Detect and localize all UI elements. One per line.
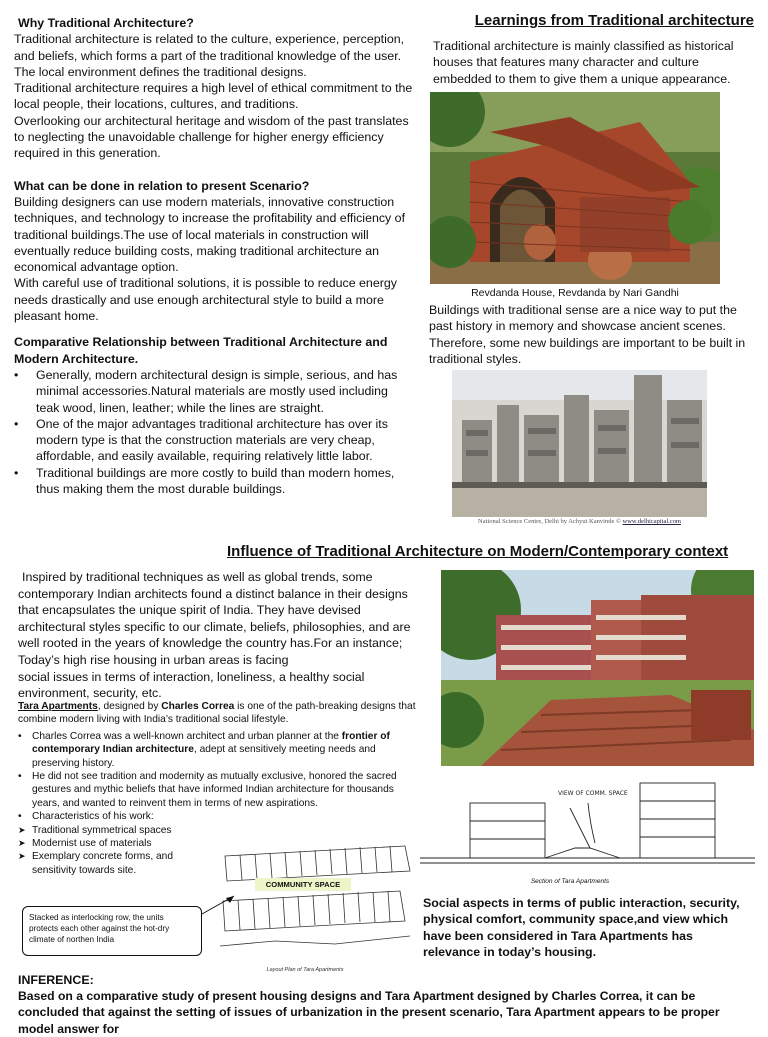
why-line-1: Traditional architecture is related to the culture, experience, perception, and beliefs, which forms a part of the traditional knowledge of the user. xyxy=(14,32,405,63)
revdanda-caption: Revdanda House, Revdanda by Nari Gandhi xyxy=(471,287,679,299)
delhicapital-link[interactable]: www.delhicapital.com xyxy=(622,518,681,525)
why-line-4: Overlooking our architectural heritage and wisdom of the past translates to neglecting the unavoidable challenge for higher energy efficiency required in this generation. xyxy=(14,113,409,161)
tara-bullet-1-pre: Charles Correa was a well-known architect and urban planner at the xyxy=(32,730,342,742)
compare-list xyxy=(14,367,414,497)
inference-text: Based on a comparative study of present housing designs and Tara Apartment designed by Charles Correa, it can be concluded that against the setting of issues of urbanization in the present scenario, Tara Apartment appears to be proper model answer for xyxy=(18,989,720,1036)
callout-arrow xyxy=(200,892,240,922)
inference-heading: INFERENCE: xyxy=(18,973,94,987)
influence-heading: Influence of Traditional Architecture on Modern/Contemporary context xyxy=(227,543,729,560)
section-caption: Section of Tara Apartments xyxy=(530,878,610,885)
tara-bullets xyxy=(18,730,423,824)
national-science-centre-photo xyxy=(452,370,707,517)
left-top-column xyxy=(14,15,414,497)
why-line-2: The local environment defines the traditional designs. xyxy=(14,64,307,79)
characteristic-1: ➤ Traditional symmetrical spaces xyxy=(18,824,188,837)
why-line-3: Traditional architecture requires a high level of ethical commitment to the local people, their locations, cultures, and traditions. xyxy=(14,81,413,112)
influence-intro-block xyxy=(18,569,423,702)
why-heading: Why Traditional Architecture? xyxy=(18,16,194,30)
science-centre-credit xyxy=(452,518,707,525)
characteristic-3: ➤ Exemplary concrete forms, and sensitivity towards site. xyxy=(18,850,188,877)
what-para-2: With careful use of traditional solutions, it is possible to reduce energy needs drastically and use enough architectural style to build a more pleasant home. xyxy=(14,276,397,324)
tara-apartments-photo xyxy=(441,570,754,766)
science-centre-credit-text: National Science Centre, Delhi by Achyut Kanvinde © xyxy=(478,518,623,525)
tara-bullet-2: • He did not see tradition and modernity as mutually exclusive, honored the sacred gestures and mythic beliefs that have informed Indian architecture for thousands years, and wanted to reinvent them in terms of new aspirations. xyxy=(18,770,423,810)
compare-bullet-2: • One of the major advantages traditional architecture has over its modern type is that the construction materials are very cheap, affordable, and easily available, requiring relatively little labor. xyxy=(14,416,414,465)
learnings-intro: Traditional architecture is mainly classified as historical houses that features many character and culture embedded to them to give them a unique appearance. xyxy=(433,39,734,86)
tara-rest: is one of the path-breaking designs that combine modern living with India’s traditional social lifestyle. xyxy=(18,701,416,726)
tara-bullet-3: • Characteristics of his work: xyxy=(18,810,423,823)
revdanda-house-photo xyxy=(430,92,720,284)
social-aspects-para: Social aspects in terms of public interaction, security, physical comfort, community space,and view which have been considered in Tara Apartments has relevance in today’s housing. xyxy=(423,896,740,959)
plan-note-box: Stacked as interlocking row, the units protects each other against the hot-dry climate of northen India xyxy=(22,906,202,956)
tara-bullet-1-bold: frontier of contemporary Indian architecture xyxy=(32,730,390,756)
characteristic-2: ➤ Modernist use of materials xyxy=(18,837,188,850)
tara-intro xyxy=(18,700,423,727)
tara-bullet-1 xyxy=(18,730,423,770)
tara-title: Tara Apartments xyxy=(18,701,98,712)
traditional-sense-para: Buildings with traditional sense are a nice way to put the past history in memory and showcase ancient scenes. Therefore, some new buildings are important to be built in traditional styles. xyxy=(429,303,746,366)
characteristics-list xyxy=(18,824,188,878)
tara-layout-plan xyxy=(215,836,415,966)
compare-heading: Comparative Relationship between Traditional Architecture and Modern Architecture. xyxy=(14,335,388,366)
community-space-label: COMMUNITY SPACE xyxy=(255,878,351,891)
tara-bullet-1-post: , adept at sensitively meeting needs and preserving history. xyxy=(32,744,376,769)
influence-intro: Inspired by traditional techniques as well as global trends, some contemporary Indian architects found a distinct balance in their designs that encapsulates the unique spirit of India. They have devised architectural styles specific to our climate, beliefs, philosophies, and are well rooted in the years of knowledge the country has.For an instance; xyxy=(18,570,411,651)
section-sketch-label: VIEW OF COMM. SPACE xyxy=(558,790,628,797)
tara-mid: , designed by xyxy=(97,701,162,712)
tara-designer: Charles Correa xyxy=(161,701,235,712)
tara-section-sketch xyxy=(420,773,755,883)
highrise-line-2: social issues in terms of interaction, loneliness, a healthy social environment, security, etc. xyxy=(18,669,365,701)
what-para-1: Building designers can use modern materials, innovative construction techniques, and technology to increase the profitability and efficiency of traditional buildings.The use of local materials in construction will eventually reduce building costs, making traditional architecture an economical advantage option. xyxy=(14,194,406,275)
compare-bullet-3: • Traditional buildings are more costly to build than modern homes, thus making them the most durable buildings. xyxy=(14,465,414,498)
plan-caption: Layout Plan of Tara Apartments xyxy=(266,967,344,973)
learnings-heading: Learnings from Traditional architecture xyxy=(474,12,754,29)
what-heading: What can be done in relation to present Scenario? xyxy=(14,178,310,193)
compare-bullet-1: • Generally, modern architectural design is simple, serious, and has minimal accessories.Natural materials are mostly used including teak wood, linen, leather; while the lines are straight. xyxy=(14,367,414,416)
highrise-line-1: Today’s high rise housing in urban areas is facing xyxy=(18,652,289,667)
